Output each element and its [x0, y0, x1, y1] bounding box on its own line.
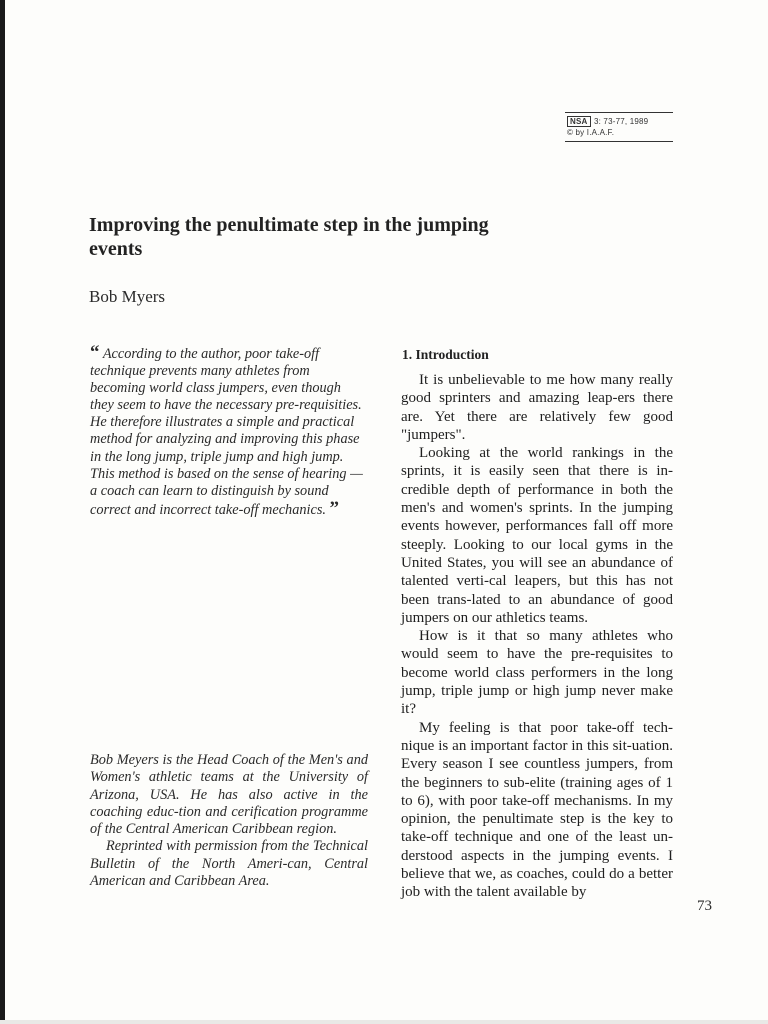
journal-citation-line [567, 116, 673, 127]
abstract [90, 344, 365, 519]
body-paragraph: How is it that so many athletes who would seem to have the pre-requisites to become world class performers in the long jump, triple jump or high jump never make it? [401, 628, 673, 718]
author-bio [90, 752, 368, 890]
scan-bottom-edge [0, 1020, 768, 1024]
nsa-logo-icon: NSA [567, 116, 591, 127]
journal-copyright: © by I.A.A.F. [567, 128, 615, 137]
abstract-text: According to the author, poor take-off technique prevents many athletes from becoming world class jumpers, even though they seem to have the necessary pre-requisities. He therefore illustrates a simple and practical method for analyzing and improving this phase in the long jump, triple jump and high jump. This method is based on the sense of hearing — a coach can learn to distinguish by sound correct and incorrect take-off mechanics. [90, 346, 363, 518]
article-author: Bob Myers [89, 287, 166, 306]
body-paragraph: It is unbelievable to me how many really good sprinters and amazing leap-ers there are. Yet there are relatively few good "jumpers". [401, 372, 673, 443]
page-number: 73 [697, 898, 712, 914]
body-paragraph: My feeling is that poor take-off tech-nique is an important factor in this sit-uation. Every season I see countless jumpers, from the beginners to sub-elite (training ages of 1 to 6), with poor take-off mechanisms. In my opinion, the penultimate step is the key to take-off technique and one of the least un-derstood aspects in the jumping events. I believe that we, as coaches, could do a better job with the talent available by [401, 719, 673, 901]
open-quote-mark: “ [90, 342, 100, 363]
scan-edge [0, 0, 5, 1024]
journal-citation: 3: 73-77, 1989 [593, 117, 649, 126]
reprint-note: Reprinted with permission from the Technical Bulletin of the North Ameri-can, Central American and Caribbean Area. [90, 838, 368, 890]
close-quote-mark: ” [329, 497, 340, 519]
author-bio-paragraph: Bob Meyers is the Head Coach of the Men's and Women's athletic teams at the University of Arizona, USA. He has also active in the coaching educ-tion and cerification programme of the Central American Caribbean region. [90, 752, 368, 838]
body-paragraph: Looking at the world rankings in the sprints, it is easily seen that there is in-credible depth of performance in both the men's and women's sprints. In the jumping events however, performances fall off more steeply. Looking to our local gyms in the United States, you will see an abundance of talented verti-cal leapers, but this has not been trans-lated to an abundance of good jumpers on our athletics teams. [401, 445, 673, 626]
journal-reference [565, 112, 673, 142]
body-column [401, 371, 673, 902]
article-title: Improving the penultimate step in the jumping events [89, 214, 489, 260]
section-heading: 1. Introduction [402, 347, 489, 362]
